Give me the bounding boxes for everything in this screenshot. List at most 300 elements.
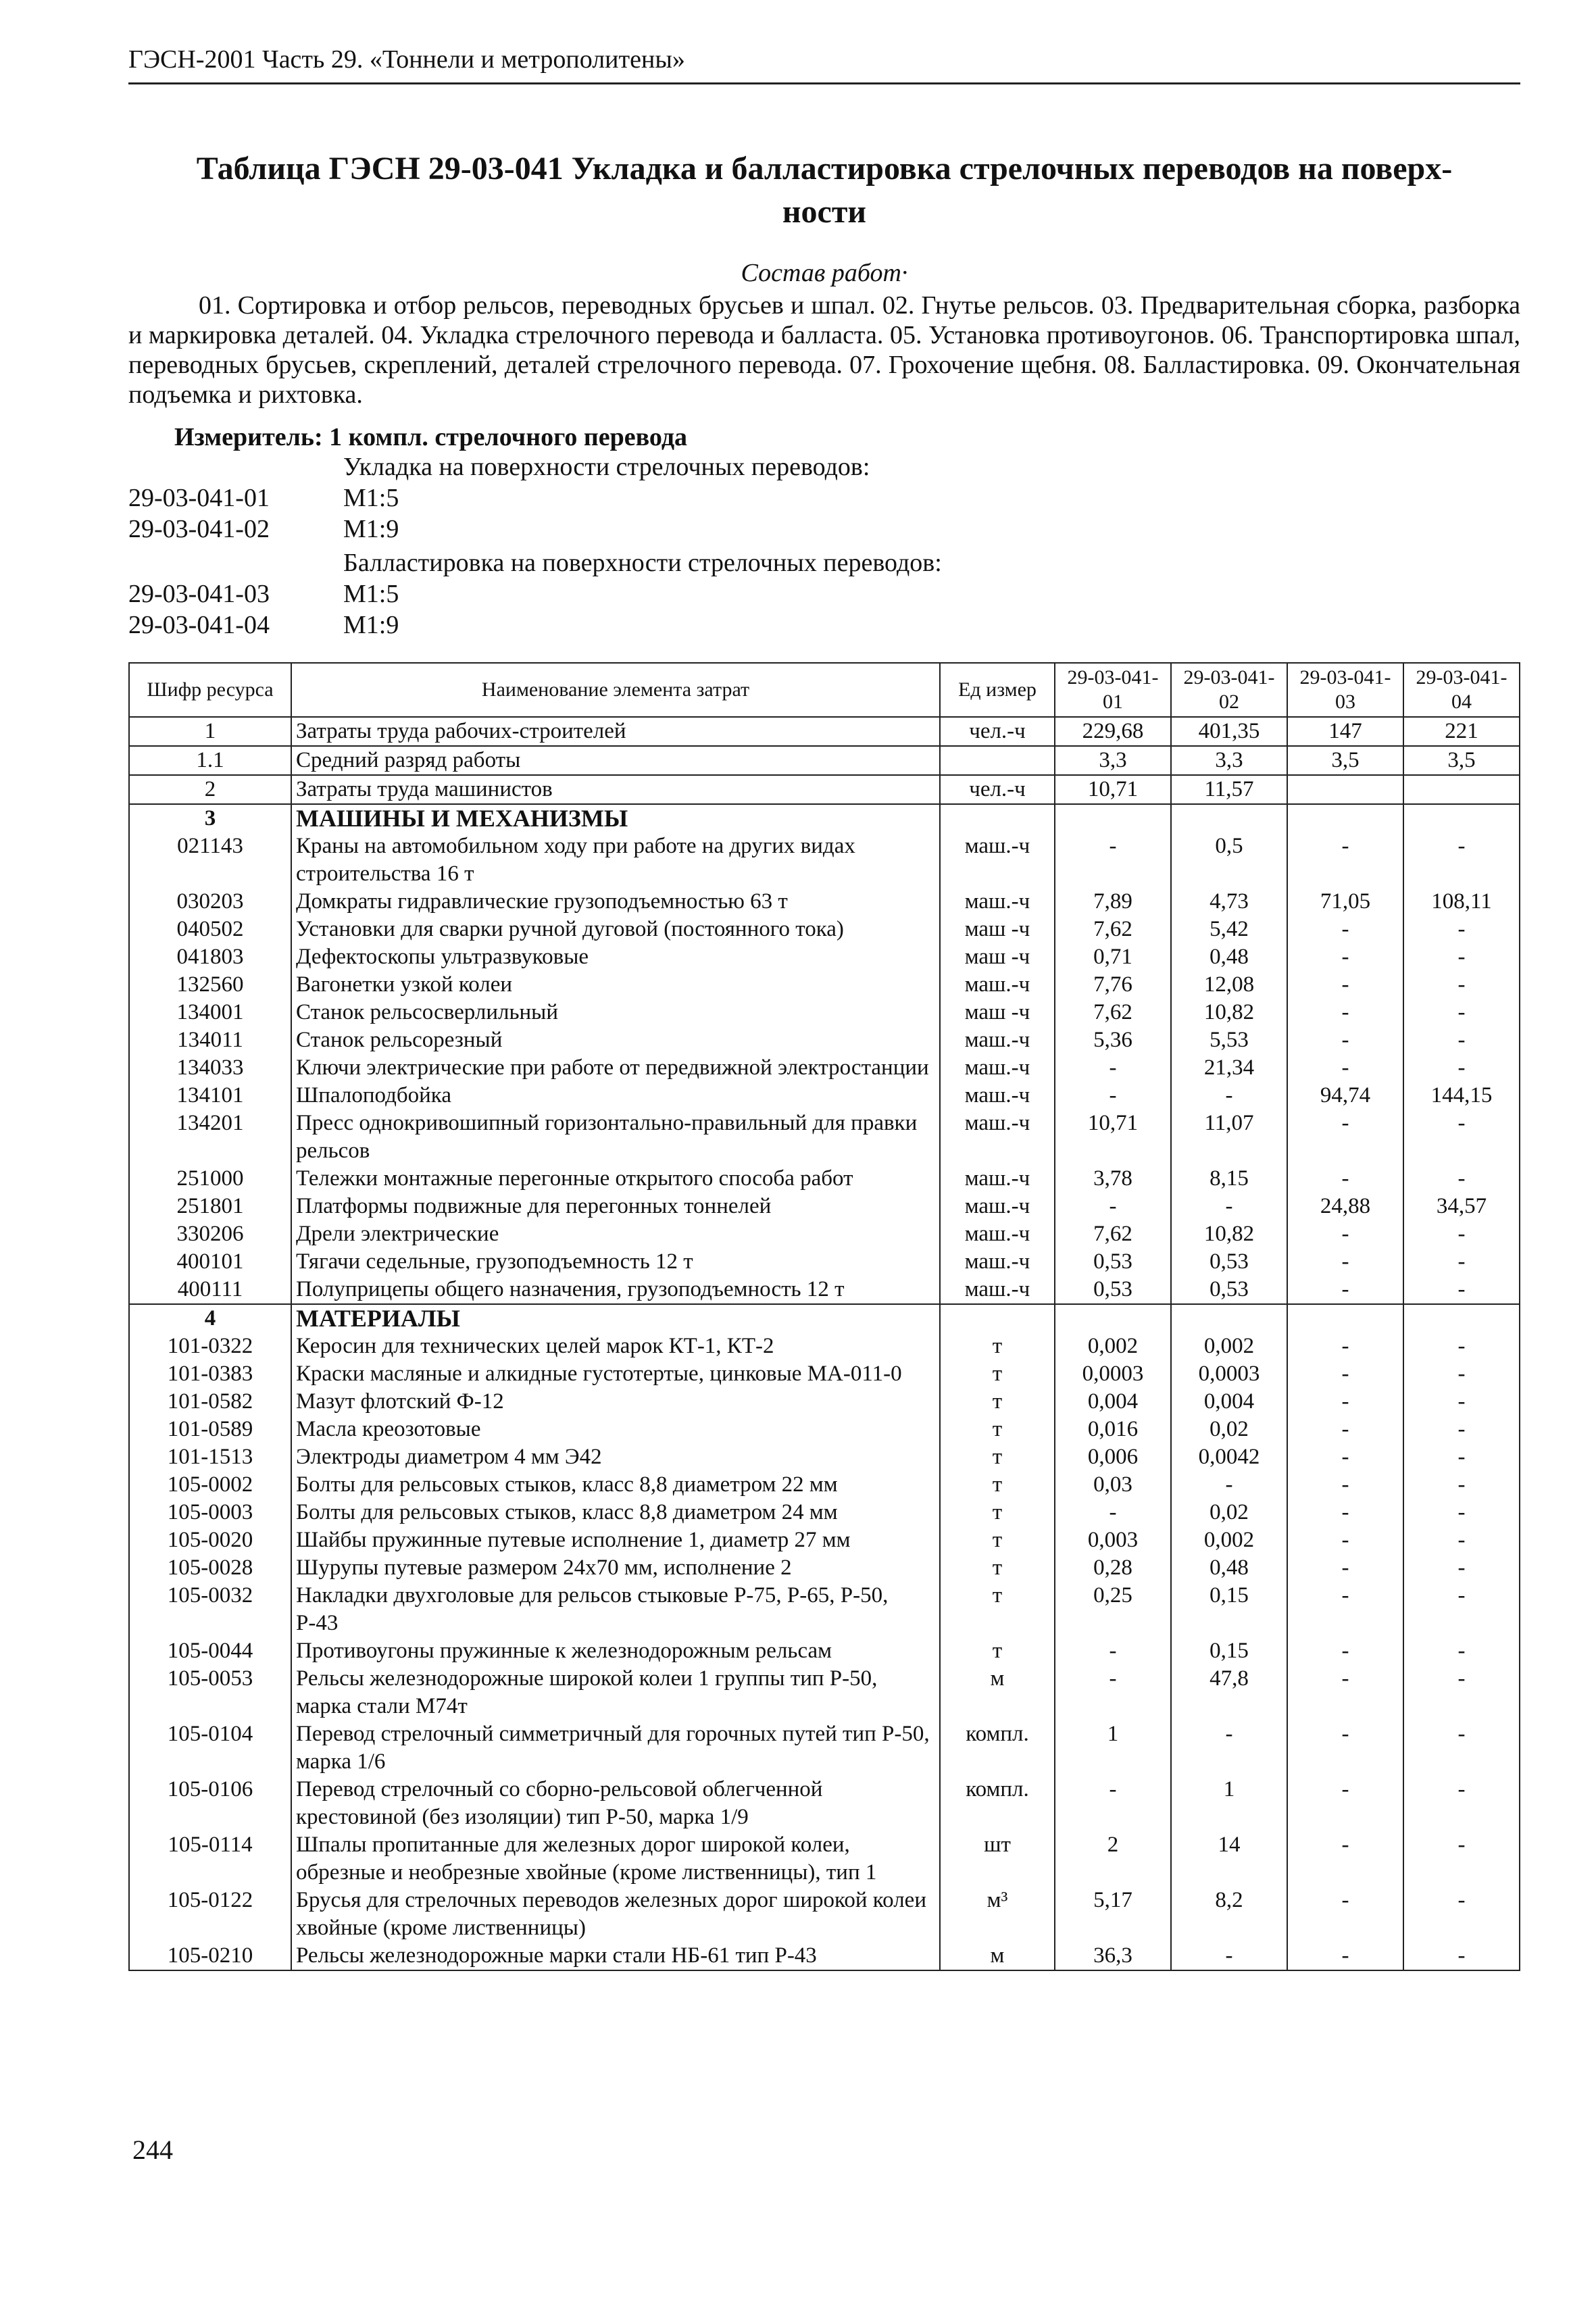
cell-resource-name: Противоугоны пружинные к железнодорожным рельсам (291, 1637, 940, 1665)
col-header-29-03-041-03: 29-03-041-03 (1287, 663, 1403, 717)
cell-resource-name: Шпалоподбойка (291, 1082, 940, 1110)
cell-value-29-03-041-02: 0,0042 (1171, 1443, 1287, 1471)
cell-resource-code: 134101 (129, 1082, 291, 1110)
table-row (129, 1942, 1520, 1970)
cell-value-29-03-041-04: - (1403, 1942, 1520, 1970)
page-number: 244 (132, 2135, 173, 2165)
cell-resource-code: 101-0322 (129, 1333, 291, 1360)
norm-name: М1:9 (343, 515, 399, 543)
cell-value-29-03-041-03: - (1287, 832, 1403, 888)
cell-resource-code: 101-0383 (129, 1360, 291, 1388)
cell-value-29-03-041-01: - (1055, 1499, 1171, 1526)
table-body (129, 717, 1520, 1970)
cell-value-29-03-041-02: 10,82 (1171, 999, 1287, 1026)
cell-unit: т (940, 1637, 1055, 1665)
cell-resource-name: Тягачи седельные, грузоподъемность 12 т (291, 1248, 940, 1276)
table-row (129, 1582, 1520, 1637)
table-title-line-2: ности (782, 194, 867, 230)
table-row (129, 832, 1520, 888)
cell-unit: маш.-ч (940, 1276, 1055, 1304)
cell-value-29-03-041-04: - (1403, 1110, 1520, 1165)
cell-value-29-03-041-03: - (1287, 916, 1403, 943)
cell-value-29-03-041-01: 0,002 (1055, 1333, 1171, 1360)
cell-resource-name: Перевод стрелочный симметричный для горочных путей тип Р-50, марка 1/6 (291, 1720, 940, 1776)
norm-item (128, 578, 942, 609)
cell-value-29-03-041-04: - (1403, 1360, 1520, 1388)
cell-unit: чел.-ч (940, 717, 1055, 746)
cell-unit: маш.-ч (940, 1054, 1055, 1082)
cell-resource-name: Средний разряд работы (291, 746, 940, 775)
cell-value-29-03-041-04 (1403, 775, 1520, 804)
cell-resource-name: Затраты труда машинистов (291, 775, 940, 804)
cell-resource-name: Домкраты гидравлические грузоподъемностью 63 т (291, 888, 940, 916)
cell-value-29-03-041-03: - (1287, 1248, 1403, 1276)
cell-value-29-03-041-01: 0,53 (1055, 1248, 1171, 1276)
cell-value-29-03-041-01: - (1055, 1193, 1171, 1220)
cell-value-29-03-041-04: - (1403, 1887, 1520, 1942)
cell-unit: маш.-ч (940, 1165, 1055, 1193)
table-row (129, 916, 1520, 943)
cell-value-29-03-041-02: 8,15 (1171, 1165, 1287, 1193)
cell-value-29-03-041-02: 0,0003 (1171, 1360, 1287, 1388)
table-section-row (129, 804, 1520, 832)
cell-unit: т (940, 1471, 1055, 1499)
cell-resource-code: 330206 (129, 1220, 291, 1248)
table-section-row (129, 1304, 1520, 1333)
cell-unit: м³ (940, 1887, 1055, 1942)
table-row (129, 888, 1520, 916)
cell-resource-name: МАТЕРИАЛЫ (291, 1304, 940, 1333)
norm-item (128, 609, 942, 641)
cell-value-29-03-041-04: - (1403, 1831, 1520, 1887)
cell-resource-code: 101-0589 (129, 1416, 291, 1443)
table-row (129, 1637, 1520, 1665)
cell-value-29-03-041-02: 11,57 (1171, 775, 1287, 804)
col-header-29-03-041-01: 29-03-041-01 (1055, 663, 1171, 717)
cell-value-29-03-041-02: 21,34 (1171, 1054, 1287, 1082)
cell-value-29-03-041-01: 229,68 (1055, 717, 1171, 746)
cell-value-29-03-041-04: - (1403, 1637, 1520, 1665)
cell-value-29-03-041-02: 5,53 (1171, 1026, 1287, 1054)
table-row (129, 717, 1520, 746)
cell-value-29-03-041-02 (1171, 804, 1287, 832)
cell-unit (940, 1304, 1055, 1333)
cell-resource-name: Тележки монтажные перегонные открытого способа работ (291, 1165, 940, 1193)
cell-resource-code: 101-1513 (129, 1443, 291, 1471)
cell-value-29-03-041-03: - (1287, 1110, 1403, 1165)
cell-value-29-03-041-01: - (1055, 1637, 1171, 1665)
cell-value-29-03-041-01: 7,89 (1055, 888, 1171, 916)
cell-unit: т (940, 1416, 1055, 1443)
cell-resource-code: 105-0210 (129, 1942, 291, 1970)
cell-unit: шт (940, 1831, 1055, 1887)
cell-value-29-03-041-04: - (1403, 1720, 1520, 1776)
cell-value-29-03-041-02: 0,53 (1171, 1276, 1287, 1304)
cell-resource-code: 251000 (129, 1165, 291, 1193)
cell-resource-name: Болты для рельсовых стыков, класс 8,8 диаметром 24 мм (291, 1499, 940, 1526)
cell-resource-code: 134033 (129, 1054, 291, 1082)
cell-value-29-03-041-03: - (1287, 1388, 1403, 1416)
norm-code: 29-03-041-01 (128, 484, 270, 512)
table-row (129, 1416, 1520, 1443)
norm-name: М1:5 (343, 580, 399, 608)
table-row (129, 1054, 1520, 1082)
cell-value-29-03-041-03: - (1287, 1637, 1403, 1665)
cell-value-29-03-041-04: - (1403, 1582, 1520, 1637)
table-row (129, 1720, 1520, 1776)
cell-resource-name: Дефектоскопы ультразвуковые (291, 943, 940, 971)
col-header-code: Шифр ресурса (129, 663, 291, 717)
cell-unit: т (940, 1443, 1055, 1471)
cell-value-29-03-041-01: 0,006 (1055, 1443, 1171, 1471)
cell-resource-name: Шайбы пружинные путевые исполнение 1, диаметр 27 мм (291, 1526, 940, 1554)
cell-value-29-03-041-03: - (1287, 971, 1403, 999)
cell-value-29-03-041-01: - (1055, 832, 1171, 888)
cell-value-29-03-041-01: 2 (1055, 1831, 1171, 1887)
table-row (129, 1333, 1520, 1360)
table-row (129, 1471, 1520, 1499)
cell-unit: маш.-ч (940, 971, 1055, 999)
cell-resource-code: 400111 (129, 1276, 291, 1304)
cell-unit (940, 804, 1055, 832)
cell-value-29-03-041-04: - (1403, 1471, 1520, 1499)
cell-resource-name: Краски масляные и алкидные густотертые, цинковые МА-011-0 (291, 1360, 940, 1388)
cell-resource-code: 105-0114 (129, 1831, 291, 1887)
running-header: ГЭСН-2001 Часть 29. «Тоннели и метрополитены» (128, 45, 685, 74)
cell-value-29-03-041-04: - (1403, 971, 1520, 999)
cell-value-29-03-041-02: 4,73 (1171, 888, 1287, 916)
cell-resource-name: Краны на автомобильном ходу при работе на других видах строительства 16 т (291, 832, 940, 888)
table-row (129, 1388, 1520, 1416)
cell-value-29-03-041-02: 0,48 (1171, 943, 1287, 971)
cell-value-29-03-041-02: 0,02 (1171, 1499, 1287, 1526)
cell-resource-code: 134011 (129, 1026, 291, 1054)
cell-value-29-03-041-03: - (1287, 1276, 1403, 1304)
cell-resource-code: 105-0002 (129, 1471, 291, 1499)
cell-value-29-03-041-03: - (1287, 1054, 1403, 1082)
table-row (129, 1276, 1520, 1304)
cell-unit: маш.-ч (940, 1220, 1055, 1248)
cell-unit: чел.-ч (940, 775, 1055, 804)
cell-resource-code: 105-0122 (129, 1887, 291, 1942)
cell-value-29-03-041-03: - (1287, 1360, 1403, 1388)
cell-resource-name: Электроды диаметром 4 мм Э42 (291, 1443, 940, 1471)
norm-group-title: Балластировка на поверхности стрелочных переводов: (343, 549, 942, 577)
cell-value-29-03-041-04: - (1403, 1054, 1520, 1082)
cell-resource-code: 041803 (129, 943, 291, 971)
cell-value-29-03-041-01: 0,004 (1055, 1388, 1171, 1416)
cell-value-29-03-041-04: 34,57 (1403, 1193, 1520, 1220)
cell-value-29-03-041-03: - (1287, 1499, 1403, 1526)
cell-unit: маш.-ч (940, 832, 1055, 888)
cell-unit: маш.-ч (940, 1026, 1055, 1054)
cell-value-29-03-041-01: 0,53 (1055, 1276, 1171, 1304)
cell-value-29-03-041-04: - (1403, 1276, 1520, 1304)
cell-value-29-03-041-02: 47,8 (1171, 1665, 1287, 1720)
cell-value-29-03-041-03: - (1287, 1416, 1403, 1443)
cell-resource-code: 021143 (129, 832, 291, 888)
cell-resource-code: 040502 (129, 916, 291, 943)
table-title (128, 147, 1520, 234)
cell-unit: компл. (940, 1720, 1055, 1776)
cell-value-29-03-041-02: 14 (1171, 1831, 1287, 1887)
cell-value-29-03-041-01: 0,003 (1055, 1526, 1171, 1554)
composition-text: 01. Сортировка и отбор рельсов, переводных брусьев и шпал. 02. Гнутье рельсов. 03. Предварительная сборка, разборка и маркировка деталей. 04. Укладка стрелочного перевода и балласта. 05. Установка противоугонов. 06. Транспортировка шпал, переводных брусьев, скреплений, деталей стрелочного перевода. 07. Грохочение щебня. 08. Балластировка. 09. Окончательная подъемка и рихтовка. (128, 291, 1520, 409)
cell-resource-code: 030203 (129, 888, 291, 916)
cell-unit: м (940, 1665, 1055, 1720)
cell-resource-name: Пресс однокривошипный горизонтально-правильный для правки рельсов (291, 1110, 940, 1165)
cell-value-29-03-041-02: 8,2 (1171, 1887, 1287, 1942)
cell-resource-name: Брусья для стрелочных переводов железных дорог широкой колеи хвойные (кроме лиственницы) (291, 1887, 940, 1942)
cell-value-29-03-041-01: 36,3 (1055, 1942, 1171, 1970)
cell-unit: т (940, 1582, 1055, 1637)
cell-unit: компл. (940, 1776, 1055, 1831)
table-row (129, 1248, 1520, 1276)
cell-value-29-03-041-04 (1403, 804, 1520, 832)
cell-resource-code: 1.1 (129, 746, 291, 775)
cell-value-29-03-041-03: - (1287, 1942, 1403, 1970)
table-row (129, 1887, 1520, 1942)
cell-value-29-03-041-02: - (1171, 1720, 1287, 1776)
cell-value-29-03-041-03 (1287, 775, 1403, 804)
table-row (129, 1443, 1520, 1471)
cell-value-29-03-041-01: - (1055, 1054, 1171, 1082)
cell-value-29-03-041-01 (1055, 804, 1171, 832)
meter-line: Измеритель: 1 компл. стрелочного перевода (174, 423, 688, 451)
norm-group-ballasting (128, 547, 942, 641)
cell-value-29-03-041-04: 108,11 (1403, 888, 1520, 916)
cell-resource-code: 105-0028 (129, 1554, 291, 1582)
cell-resource-code: 134001 (129, 999, 291, 1026)
cell-resource-name: Болты для рельсовых стыков, класс 8,8 диаметром 22 мм (291, 1471, 940, 1499)
cell-value-29-03-041-04: - (1403, 1443, 1520, 1471)
table-row (129, 1110, 1520, 1165)
cell-resource-name: Дрели электрические (291, 1220, 940, 1248)
table-row (129, 775, 1520, 804)
cell-resource-name: Вагонетки узкой колеи (291, 971, 940, 999)
cell-unit: т (940, 1526, 1055, 1554)
cell-value-29-03-041-03: - (1287, 999, 1403, 1026)
cell-resource-name: Рельсы железнодорожные марки стали НБ-61 тип Р-43 (291, 1942, 940, 1970)
table-row (129, 1526, 1520, 1554)
norm-group-title: Укладка на поверхности стрелочных переводов: (343, 453, 870, 481)
cell-unit: т (940, 1360, 1055, 1388)
cell-resource-code: 101-0582 (129, 1388, 291, 1416)
cell-value-29-03-041-03: 71,05 (1287, 888, 1403, 916)
cell-value-29-03-041-02: 401,35 (1171, 717, 1287, 746)
cell-resource-name: Платформы подвижные для перегонных тоннелей (291, 1193, 940, 1220)
cell-value-29-03-041-03: - (1287, 1333, 1403, 1360)
cell-resource-name: Ключи электрические при работе от передвижной электростанции (291, 1054, 940, 1082)
table-row (129, 1831, 1520, 1887)
cell-resource-code: 105-0044 (129, 1637, 291, 1665)
norm-item (128, 482, 870, 514)
cell-resource-name: Полуприцепы общего назначения, грузоподъемность 12 т (291, 1276, 940, 1304)
cell-value-29-03-041-04: - (1403, 1665, 1520, 1720)
cell-unit (940, 746, 1055, 775)
cell-value-29-03-041-02: 5,42 (1171, 916, 1287, 943)
cell-value-29-03-041-02: 0,48 (1171, 1554, 1287, 1582)
table-row (129, 943, 1520, 971)
table-title-line-1: Таблица ГЭСН 29-03-041 Укладка и балластировка стрелочных переводов на поверх- (196, 151, 1453, 186)
cell-value-29-03-041-01: 0,0003 (1055, 1360, 1171, 1388)
cell-value-29-03-041-01: - (1055, 1082, 1171, 1110)
cell-value-29-03-041-04: - (1403, 1776, 1520, 1831)
cell-value-29-03-041-04: - (1403, 1026, 1520, 1054)
cell-value-29-03-041-02 (1171, 1304, 1287, 1333)
cell-value-29-03-041-02: - (1171, 1942, 1287, 1970)
cell-value-29-03-041-02: 0,002 (1171, 1333, 1287, 1360)
cell-unit: т (940, 1554, 1055, 1582)
cell-value-29-03-041-03: - (1287, 1831, 1403, 1887)
cell-value-29-03-041-02: 3,3 (1171, 746, 1287, 775)
cell-resource-code: 134201 (129, 1110, 291, 1165)
cell-resource-name: Перевод стрелочный со сборно-рельсовой облегченной крестовиной (без изоляции) тип Р-50, марка 1/9 (291, 1776, 940, 1831)
cell-value-29-03-041-03 (1287, 1304, 1403, 1333)
cell-value-29-03-041-03: - (1287, 1887, 1403, 1942)
cell-value-29-03-041-01: 5,36 (1055, 1026, 1171, 1054)
cell-resource-code: 105-0104 (129, 1720, 291, 1776)
cell-resource-name: МАШИНЫ И МЕХАНИЗМЫ (291, 804, 940, 832)
table-row (129, 1554, 1520, 1582)
cell-value-29-03-041-01: - (1055, 1776, 1171, 1831)
cell-unit: т (940, 1333, 1055, 1360)
norm-code: 29-03-041-04 (128, 611, 270, 639)
cell-value-29-03-041-03: - (1287, 1526, 1403, 1554)
cell-value-29-03-041-03: 147 (1287, 717, 1403, 746)
cell-unit: маш.-ч (940, 1193, 1055, 1220)
cell-unit: маш.-ч (940, 1248, 1055, 1276)
cell-resource-name: Шурупы путевые размером 24х70 мм, исполнение 2 (291, 1554, 940, 1582)
composition-heading: Состав работ· (741, 259, 908, 287)
cell-value-29-03-041-03: - (1287, 943, 1403, 971)
norm-item (128, 514, 870, 545)
cell-value-29-03-041-02: 12,08 (1171, 971, 1287, 999)
table-row (129, 1026, 1520, 1054)
cell-value-29-03-041-04: 144,15 (1403, 1082, 1520, 1110)
cell-value-29-03-041-03: - (1287, 1720, 1403, 1776)
cell-value-29-03-041-04: 221 (1403, 717, 1520, 746)
cell-value-29-03-041-03: - (1287, 1220, 1403, 1248)
cell-resource-code: 3 (129, 804, 291, 832)
table-row (129, 1499, 1520, 1526)
cell-resource-code: 2 (129, 775, 291, 804)
cell-unit: маш.-ч (940, 1110, 1055, 1165)
cell-value-29-03-041-02: 1 (1171, 1776, 1287, 1831)
cell-value-29-03-041-01: 7,76 (1055, 971, 1171, 999)
norm-name: М1:5 (343, 484, 399, 512)
cell-resource-name: Станок рельсосверлильный (291, 999, 940, 1026)
cell-resource-code: 132560 (129, 971, 291, 999)
cell-value-29-03-041-01: 0,25 (1055, 1582, 1171, 1637)
table-row (129, 1665, 1520, 1720)
cell-value-29-03-041-01 (1055, 1304, 1171, 1333)
cell-value-29-03-041-01: 0,016 (1055, 1416, 1171, 1443)
cell-value-29-03-041-03: - (1287, 1165, 1403, 1193)
cell-resource-code: 1 (129, 717, 291, 746)
cell-resource-code: 105-0003 (129, 1499, 291, 1526)
table-header-row (129, 663, 1520, 717)
cell-resource-name: Керосин для технических целей марок КТ-1, КТ-2 (291, 1333, 940, 1360)
cell-value-29-03-041-04: - (1403, 1499, 1520, 1526)
table-row (129, 1360, 1520, 1388)
header-rule (128, 82, 1520, 84)
cell-value-29-03-041-01: 0,03 (1055, 1471, 1171, 1499)
cell-unit: маш -ч (940, 916, 1055, 943)
cell-value-29-03-041-01: 7,62 (1055, 1220, 1171, 1248)
cell-value-29-03-041-03: - (1287, 1443, 1403, 1471)
table-row (129, 1776, 1520, 1831)
cell-value-29-03-041-04: - (1403, 999, 1520, 1026)
cell-value-29-03-041-01: 10,71 (1055, 1110, 1171, 1165)
cell-value-29-03-041-03: - (1287, 1665, 1403, 1720)
cell-value-29-03-041-03: - (1287, 1582, 1403, 1637)
cell-value-29-03-041-04: 3,5 (1403, 746, 1520, 775)
cell-resource-code: 105-0106 (129, 1776, 291, 1831)
cell-resource-name: Затраты труда рабочих-строителей (291, 717, 940, 746)
cell-value-29-03-041-04: - (1403, 943, 1520, 971)
cell-value-29-03-041-04: - (1403, 1333, 1520, 1360)
cell-value-29-03-041-03: 3,5 (1287, 746, 1403, 775)
cell-resource-code: 251801 (129, 1193, 291, 1220)
cell-resource-name: Рельсы железнодорожные широкой колеи 1 группы тип Р-50, марка стали М74т (291, 1665, 940, 1720)
table-row (129, 1220, 1520, 1248)
resource-table (128, 662, 1520, 1971)
cell-value-29-03-041-01: 3,3 (1055, 746, 1171, 775)
col-header-29-03-041-02: 29-03-041-02 (1171, 663, 1287, 717)
table-row (129, 971, 1520, 999)
cell-unit: маш -ч (940, 999, 1055, 1026)
cell-resource-code: 105-0053 (129, 1665, 291, 1720)
cell-value-29-03-041-04: - (1403, 1165, 1520, 1193)
cell-value-29-03-041-04 (1403, 1304, 1520, 1333)
cell-value-29-03-041-04: - (1403, 1554, 1520, 1582)
cell-value-29-03-041-01: 1 (1055, 1720, 1171, 1776)
cell-value-29-03-041-02: 0,5 (1171, 832, 1287, 888)
cell-resource-name: Накладки двухголовые для рельсов стыковые Р-75, Р-65, Р-50, Р-43 (291, 1582, 940, 1637)
norm-code: 29-03-041-02 (128, 515, 270, 543)
cell-value-29-03-041-04: - (1403, 1388, 1520, 1416)
cell-value-29-03-041-04: - (1403, 1220, 1520, 1248)
cell-value-29-03-041-04: - (1403, 1526, 1520, 1554)
cell-value-29-03-041-03 (1287, 804, 1403, 832)
cell-value-29-03-041-01: 5,17 (1055, 1887, 1171, 1942)
cell-value-29-03-041-04: - (1403, 916, 1520, 943)
table-row (129, 1193, 1520, 1220)
cell-value-29-03-041-01: 10,71 (1055, 775, 1171, 804)
cell-resource-name: Станок рельсорезный (291, 1026, 940, 1054)
cell-value-29-03-041-02: - (1171, 1471, 1287, 1499)
table-row (129, 999, 1520, 1026)
cell-unit: маш -ч (940, 943, 1055, 971)
cell-value-29-03-041-01: 3,78 (1055, 1165, 1171, 1193)
col-header-unit: Ед измер (940, 663, 1055, 717)
cell-value-29-03-041-02: 0,02 (1171, 1416, 1287, 1443)
cell-value-29-03-041-03: - (1287, 1776, 1403, 1831)
cell-value-29-03-041-01: - (1055, 1665, 1171, 1720)
cell-value-29-03-041-02: 0,004 (1171, 1388, 1287, 1416)
cell-resource-code: 105-0020 (129, 1526, 291, 1554)
norm-group-laying (128, 451, 870, 545)
cell-value-29-03-041-03: - (1287, 1471, 1403, 1499)
cell-resource-name: Установки для сварки ручной дуговой (постоянного тока) (291, 916, 940, 943)
cell-value-29-03-041-02: 0,15 (1171, 1582, 1287, 1637)
cell-value-29-03-041-01: 7,62 (1055, 999, 1171, 1026)
cell-unit: т (940, 1388, 1055, 1416)
cell-resource-name: Мазут флотский Ф-12 (291, 1388, 940, 1416)
cell-unit: м (940, 1942, 1055, 1970)
cell-value-29-03-041-01: 7,62 (1055, 916, 1171, 943)
